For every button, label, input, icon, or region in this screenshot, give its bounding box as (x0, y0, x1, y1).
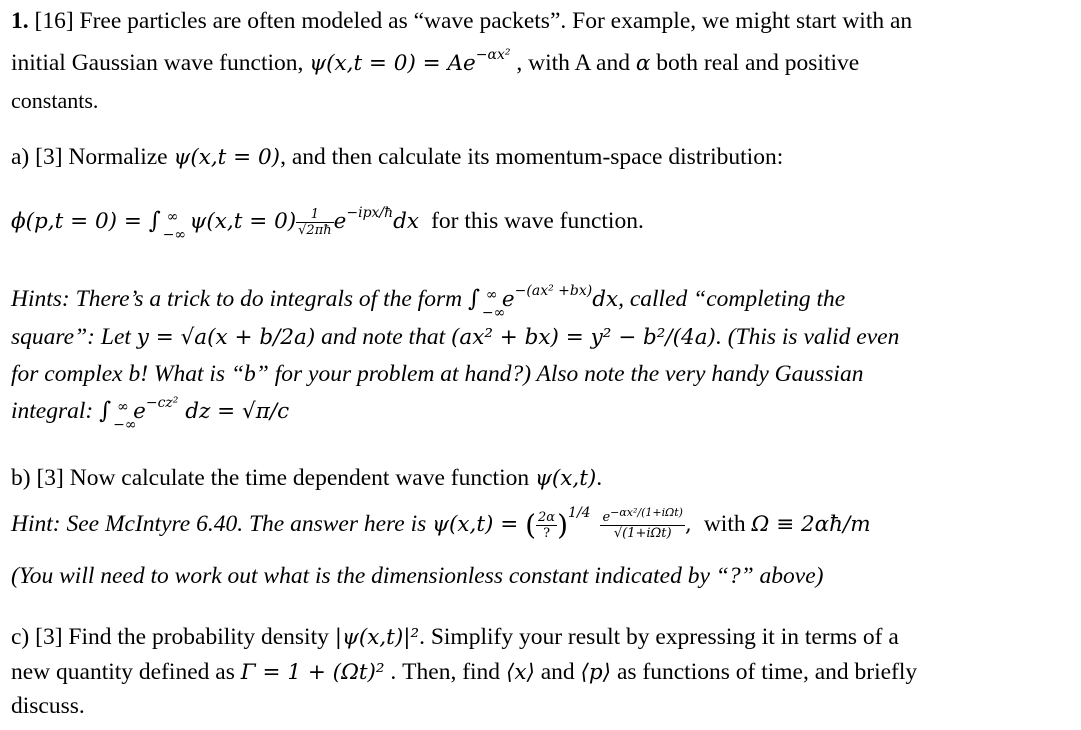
part-b-period: . (596, 465, 603, 491)
part-b-hint-text: Hint: See McIntyre 6.40. The answer here is (11, 511, 433, 537)
wavefunction-fraction (600, 506, 685, 542)
hint-text-6: integral: (11, 398, 100, 424)
part-c-line-3: discuss. (11, 693, 85, 719)
gaussian-result: dz = √π/c (178, 399, 290, 424)
hint-exponent: −(ax² +bx) (514, 283, 593, 299)
paren-numerator: 2α (538, 510, 556, 526)
lower-limit: −∞ (162, 227, 187, 243)
norm-fraction (296, 207, 333, 238)
completed-square-eq: (ax² + bx) = y² − b²/(4a) (451, 325, 716, 350)
paren-close: ) (557, 508, 569, 542)
hint-text-1: Hints: There’s a trick to do integrals of the form (11, 286, 468, 312)
hint-upper: ∞ (485, 287, 498, 303)
hint-integral-limits (480, 284, 506, 321)
problem-line-2 (11, 48, 859, 81)
paren-denominator: ? (543, 526, 551, 542)
hint-integral: ∫ (467, 286, 480, 312)
part-c-text-4: . Then, find (384, 659, 506, 685)
paren-open: ( (525, 508, 537, 542)
part-a-psi: ψ(x,t = 0) (173, 145, 281, 170)
norm-denominator: √2πħ (298, 223, 332, 239)
problem-line-3: constants. (11, 88, 99, 113)
part-b-note: (You will need to work out what is the dimensionless constant indicated by “?” above) (11, 563, 824, 589)
gaussian-exponent: −cz² (145, 395, 179, 411)
gaussian-lower: −∞ (113, 417, 137, 433)
integral-limits (161, 206, 187, 243)
upper-limit: ∞ (166, 209, 179, 225)
gaussian-integral-sign: ∫ (99, 398, 112, 424)
wf-num-e: e (602, 510, 611, 526)
initial-wavefunction: ψ(x,t = 0) = Ae (309, 51, 476, 76)
part-b-line-1 (11, 463, 602, 494)
gamma-definition: Γ = 1 + (Ωt)² (240, 660, 385, 685)
norm-numerator: 1 (296, 207, 333, 223)
part-c-and: and (534, 659, 581, 685)
problem-text-2: initial Gaussian wave function, (11, 50, 310, 76)
integral-sign: ∫ (148, 208, 161, 234)
part-a-text: , and then calculate its momentum-space distribution: (280, 144, 784, 170)
wf-num-exp: −αx²/(1+iΩt) (610, 506, 683, 520)
problem-number: 1. (11, 8, 29, 34)
psi-integrand: ψ(x,t = 0) (182, 209, 297, 234)
part-a-end-text: for this wave function. (431, 208, 644, 234)
part-c-text-5: as functions of time, and briefly (611, 659, 918, 685)
hint-text-3: square”: Let (11, 324, 137, 350)
problem-text-3: , with A and (510, 50, 636, 76)
problem-text-4: both real and positive (650, 50, 860, 76)
part-a-equation (11, 205, 644, 243)
expectation-p: ⟨p⟩ (580, 660, 612, 685)
hint-line-2 (11, 322, 899, 353)
gaussian-limits (111, 396, 137, 433)
part-c-text-3: new quantity defined as (11, 659, 241, 685)
hint-line-3: for complex b! What is “b” for your problem at hand?) Also note the very handy Gaussian (11, 361, 864, 387)
hint-text-5: . (This is valid even (715, 324, 900, 350)
phi-lhs: ϕ(p,t = 0) = (11, 209, 149, 234)
expectation-x: ⟨x⟩ (505, 660, 535, 685)
hint-dx: dx (592, 287, 619, 312)
part-b-psi: ψ(x,t) (534, 466, 597, 491)
fourier-exponent: −ipx/ħ (346, 205, 394, 221)
problem-text-1: Free particles are often modeled as “wave packets”. For example, we might start with an (73, 8, 913, 34)
power-quarter: 1/4 (568, 505, 591, 521)
hint-line-4 (11, 395, 290, 433)
wf-denominator: √(1+iΩt) (613, 526, 672, 542)
problem-line-1 (11, 6, 912, 36)
probability-density: |ψ(x,t)|² (334, 625, 420, 650)
hint-lower: −∞ (481, 305, 506, 321)
substitution-eq: y = √a(x + b/2a) (136, 325, 316, 350)
part-b-psi-eq: ψ(x,t) = (432, 512, 526, 537)
with-text: with (703, 511, 752, 537)
part-a-label: a) [3] Normalize (11, 144, 174, 170)
part-c-text-1: c) [3] Find the probability density (11, 624, 335, 650)
hint-text-2: , called “completing the (618, 286, 846, 312)
comma: , (684, 512, 692, 537)
problem-points: [16] (34, 8, 74, 34)
part-a-line-1 (11, 142, 783, 173)
gaussian-e: e (133, 399, 146, 424)
paren-fraction (536, 510, 557, 541)
dx: dx (393, 209, 420, 234)
alpha-symbol: α (635, 51, 651, 76)
initial-exponent: −αx² (475, 47, 511, 63)
part-b-label: b) [3] Now calculate the time dependent wave function (11, 465, 535, 491)
hint-line-1 (11, 283, 846, 321)
exp-base: e (333, 209, 347, 234)
hint-text-4: and note that (315, 324, 451, 350)
hint-e: e (501, 287, 515, 312)
gaussian-upper: ∞ (117, 399, 129, 415)
part-c-line-1 (11, 622, 899, 653)
part-c-text-2: . Simplify your result by expressing it in terms of a (419, 624, 899, 650)
part-b-hint (11, 505, 871, 542)
part-c-line-2 (11, 657, 917, 688)
omega-definition: Ω ≡ 2αħ/m (751, 512, 871, 537)
